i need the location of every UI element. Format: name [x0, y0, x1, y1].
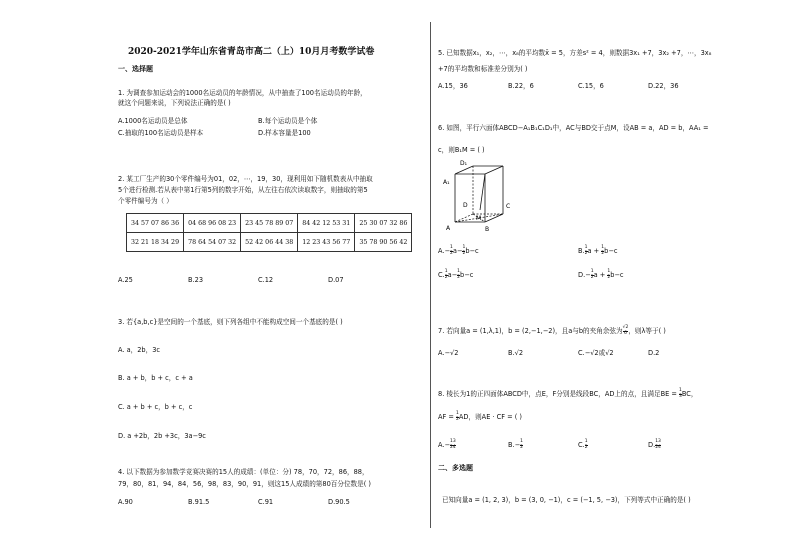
q6-stem-line1: 6. 如图，平行六面体ABCD−A₁B₁C₁D₁中，AC与BD交于点M，设AB = a，AD = b，AA₁ = — [438, 124, 709, 132]
vertex-label-d1: D₁ — [460, 160, 468, 167]
q5-option-b: B.22，6 — [508, 82, 534, 90]
q8-option-c: C. $\frac{1}{2}$ — [578, 439, 588, 450]
q3-option-d: D. a +2b，2b +3c，3a−9c — [118, 432, 206, 440]
column-divider — [430, 22, 431, 528]
q3-option-c: C. a + b + c，b + c，c — [118, 403, 193, 411]
q2-stem-line2: 5个进行检测.若从表中第1行第5列的数字开始，从左往右依次读取数字，则抽取的第5 — [118, 186, 368, 194]
q1-option-c: C.抽取的100名运动员是样本 — [118, 129, 204, 137]
table-row — [127, 214, 412, 233]
right-column — [432, 0, 794, 560]
table-cell: 12 23 43 56 77 — [298, 233, 355, 252]
q7-option-d: D.2 — [648, 349, 660, 357]
q4-stem-line2: 79，80，81，94，84，56，98，83，90，91，则这15人成绩的第80百分位数是( ) — [118, 480, 371, 488]
q6-stem-line2: c，则B₁M = ( ) — [438, 146, 485, 154]
q8-option-a: A.− $\frac{13}{24}$ — [438, 439, 456, 450]
q2-option-a: A.25 — [118, 276, 133, 284]
q3-stem: 3. 若{a,b,c}是空间的一个基底，则下列各组中不能构成空间一个基底的是( ) — [118, 318, 343, 326]
q1-stem-line2: 就这个问题来说，下列说法正确的是( ) — [118, 99, 231, 107]
q2-option-d: D.07 — [328, 276, 344, 284]
q9-stem: 已知向量a = (1, 2, 3)，b = (3, 0, −1)，c = (−1, 5, −3)，下列等式中正确的是( ) — [442, 496, 691, 504]
q8-stem-line1: 8. 棱长为1的正四面体ABCD中，点E，F分别是线段BC，AD上的点，且满足BE = $\frac{1}{3}$ BC， — [438, 388, 698, 399]
q1-option-b: B.每个运动员是个体 — [258, 117, 318, 125]
table-cell: 23 45 78 89 07 — [241, 214, 298, 233]
q5-stem-line2: +7的平均数和标准差分别为( ) — [438, 65, 528, 73]
q5-option-c: C.15，6 — [578, 82, 604, 90]
q7-option-a: A.−√2 — [438, 349, 459, 357]
table-cell: 52 42 06 44 38 — [241, 233, 298, 252]
q6-option-a: A.− $\frac{1}{2}$ a− $\frac{1}{2}$ b−c — [438, 245, 479, 256]
q4-option-c: C.91 — [258, 498, 274, 506]
q2-option-b: B.23 — [188, 276, 204, 284]
random-number-table — [126, 213, 412, 252]
q8-option-d: D. $\frac{13}{24}$ — [648, 439, 661, 450]
section-heading-choice: 一、选择题 — [118, 65, 153, 73]
q4-option-a: A.90 — [118, 498, 133, 506]
vertex-label-a: A — [446, 225, 451, 232]
q8-option-b: B.− $\frac{1}{2}$ — [508, 439, 524, 450]
vertex-label-d: D — [463, 202, 468, 209]
q3-option-a: A. a，2b，3c — [118, 346, 161, 354]
q6-option-b: B. $\frac{1}{2}$ a + $\frac{1}{2}$ b−c — [578, 245, 618, 256]
q2-option-c: C.12 — [258, 276, 274, 284]
q2-stem-line1: 2. 某工厂生产的30个零件编号为01，02，⋯，19，30，现利用如下随机数表从中抽取 — [118, 175, 373, 183]
table-cell: 04 68 96 08 23 — [184, 214, 241, 233]
vertex-label-c: C — [506, 203, 511, 210]
q4-option-d: D.90.5 — [328, 498, 350, 506]
table-cell: 34 57 07 86 36 — [127, 214, 184, 233]
q1-stem-line1: 1. 为调查参加运动会的1000名运动员的年龄情况，从中抽查了100名运动员的年龄， — [118, 89, 367, 97]
table-row — [127, 233, 412, 252]
q4-option-b: B.91.5 — [188, 498, 210, 506]
q3-option-b: B. a + b，b + c，c + a — [118, 374, 193, 382]
q2-stem-line3: 个零件编号为（ ） — [118, 197, 173, 205]
q1-option-a: A.1000名运动员是总体 — [118, 117, 188, 125]
table-cell: 35 78 90 56 42 — [355, 233, 412, 252]
q7-option-c: C.−√2或√2 — [578, 349, 614, 357]
vertex-label-m: M — [476, 215, 482, 222]
q5-stem-line1: 5. 已知数据x₁，x₂，⋯，x₈的平均数x̄ = 5，方差s² = 4，则数据3x₁ +7，3x₂ +7，⋯，3x₈ — [438, 49, 712, 57]
q7-stem: 7. 若向量a = (1,λ,1)，b = (2,−1,−2)，且a与b的夹角余弦为 $\frac{√2}{6}$ ，则λ等于( ) — [438, 325, 666, 336]
q1-option-d: D.样本容量是100 — [258, 129, 311, 137]
section-heading-multi-choice: 二、多选题 — [438, 464, 473, 472]
q4-stem-line1: 4. 以下数据为参加数学竞赛决赛的15人的成绩：(单位：分) 78，70，72，86，88， — [118, 468, 369, 476]
exam-title: 2020-2021学年山东省青岛市高二（上）10月月考数学试卷 — [128, 47, 375, 57]
vertex-label-b: B — [485, 226, 490, 233]
table-cell: 25 30 07 32 86 — [355, 214, 412, 233]
parallelepiped-figure — [440, 156, 524, 236]
q5-option-d: D.22，36 — [648, 82, 679, 90]
q5-option-a: A.15，36 — [438, 82, 468, 90]
q6-option-c: C. $\frac{1}{2}$ a− $\frac{1}{2}$ b−c — [438, 269, 474, 280]
vertex-label-a1: A₁ — [443, 179, 450, 186]
q6-option-d: D.− $\frac{1}{2}$ a + $\frac{1}{2}$ b−c — [578, 269, 624, 280]
table-cell: 32 21 18 34 29 — [127, 233, 184, 252]
table-cell: 78 64 54 07 32 — [184, 233, 241, 252]
q7-option-b: B.√2 — [508, 349, 524, 357]
table-cell: 84 42 12 53 31 — [298, 214, 355, 233]
q8-stem-line2: AF = $\frac{1}{2}$ AD，则AE · CF = ( ) — [438, 411, 523, 422]
